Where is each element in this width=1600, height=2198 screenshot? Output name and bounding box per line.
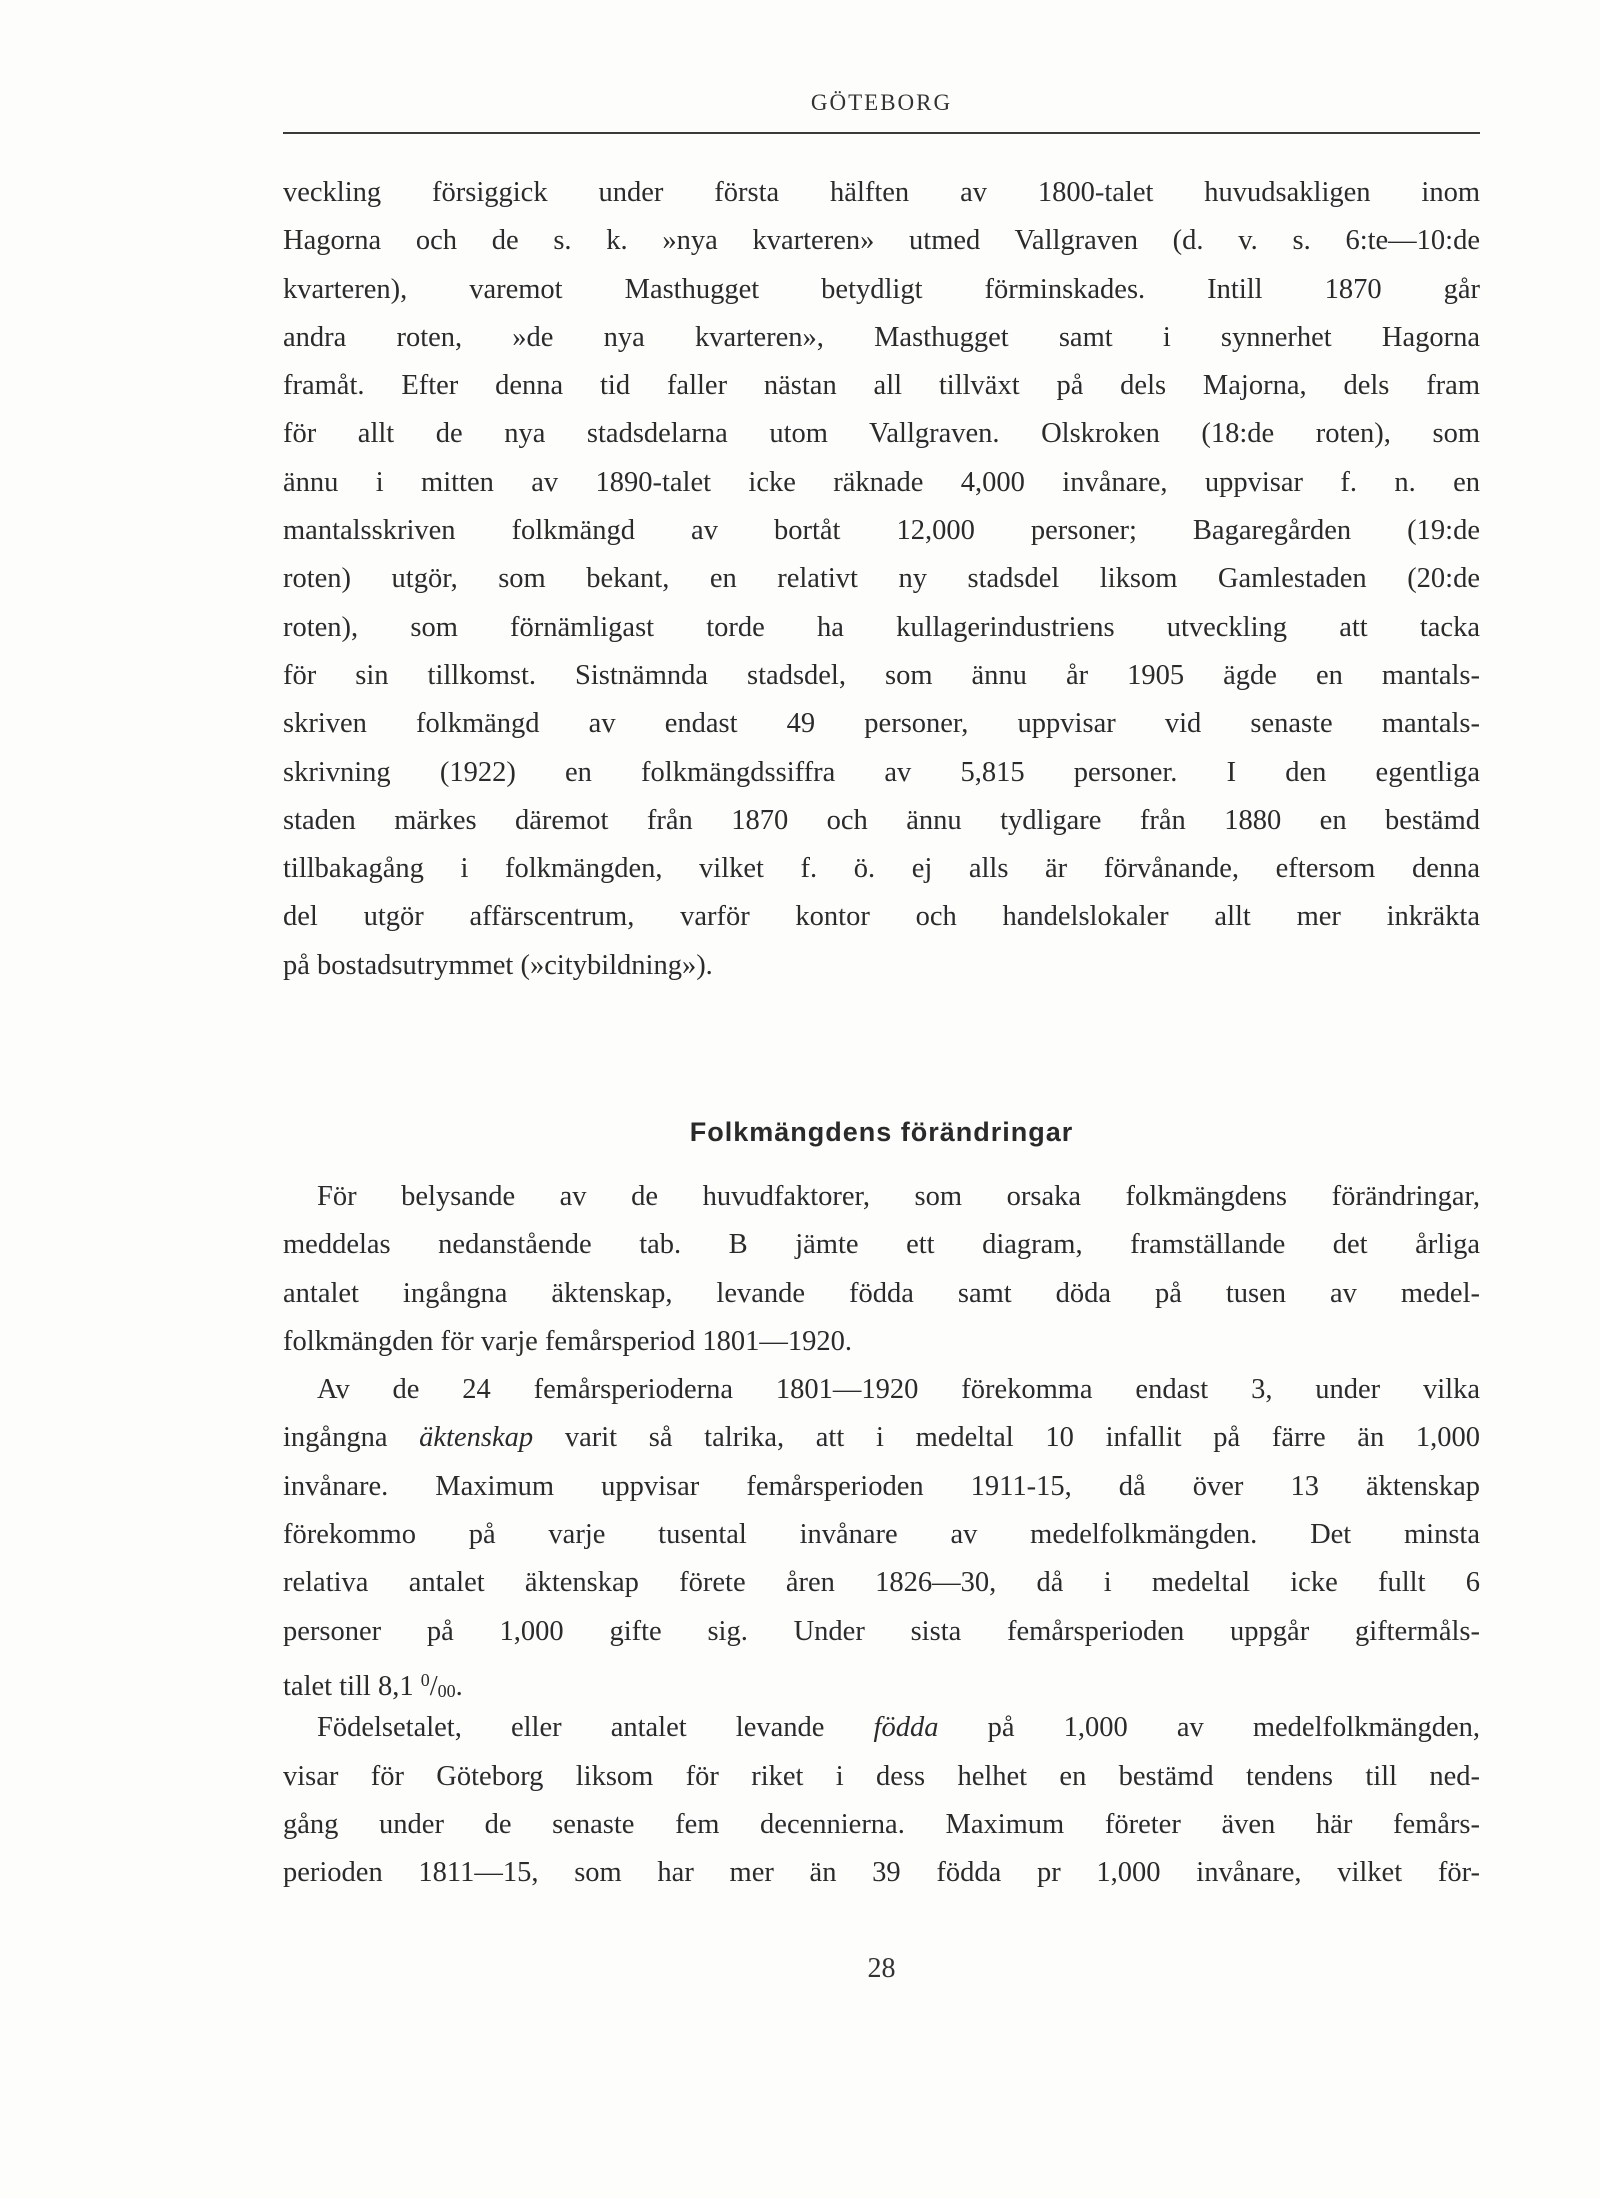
text-line: skriven folkmängd av endast 49 personer, uppvisar vid senaste mantals-	[283, 708, 1480, 740]
text-line: Av de 24 femårsperioderna 1801—1920 förekomma endast 3, under vilka	[317, 1374, 1480, 1406]
text-line: perioden 1811—15, som har mer än 39 födda pr 1,000 invånare, vilket för-	[283, 1857, 1480, 1889]
text-line: del utgör affärscentrum, varför kontor och handelslokaler allt mer inkräkta	[283, 901, 1480, 933]
text-line: folkmängden för varje femårsperiod 1801—1920.	[283, 1325, 853, 1357]
text-line	[283, 1414, 1480, 1462]
text-line: veckling försiggick under första hälften av 1800-talet huvudsakligen inom	[283, 177, 1480, 208]
text-run: .	[455, 1670, 463, 1702]
text-line: meddelas nedanstående tab. B jämte ett diagram, framställande det årliga	[283, 1229, 1480, 1261]
permille-superscript: 0	[420, 1669, 430, 1690]
text-line: mantalsskriven folkmängd av bortåt 12,000 personer; Bagaregården (19:de	[283, 515, 1480, 547]
text-line: invånare. Maximum uppvisar femårsperioden 1911-15, då över 13 äktenskap	[283, 1470, 1480, 1502]
permille-slash: /	[429, 1670, 438, 1702]
text-line: förekommo på varje tusental invånare av medelfolkmängden. Det minsta	[283, 1519, 1480, 1551]
text-line: för sin tillkomst. Sistnämnda stadsdel, som ännu år 1905 ägde en mantals-	[283, 659, 1480, 691]
text-line	[283, 1704, 1480, 1752]
text-run: talet till 8,1	[283, 1670, 421, 1702]
text-line: antalet ingångna äktenskap, levande födda samt döda på tusen av medel-	[283, 1277, 1480, 1309]
page-number: 28	[867, 1953, 896, 1984]
text-line	[283, 1656, 1480, 1704]
text-line: visar för Göteborg liksom för riket i dess helhet en bestämd tendens till ned-	[283, 1760, 1480, 1792]
text-line: För belysande av de huvudfaktorer, som orsaka folkmängdens förändringar,	[317, 1181, 1480, 1212]
permille-subscript: 00	[437, 1680, 456, 1701]
italic-term: äktenskap	[419, 1422, 534, 1454]
text-line: framåt. Efter denna tid faller nästan all tillväxt på dels Majorna, dels fram	[283, 370, 1480, 402]
running-head: GÖTEBORG	[810, 90, 953, 115]
italic-term: födda	[873, 1712, 939, 1744]
text-line: kvarteren), varemot Masthugget betydligt förminskades. Intill 1870 går	[283, 273, 1480, 305]
text-line: relativa antalet äktenskap förete åren 1826—30, då i medeltal icke fullt 6	[283, 1567, 1480, 1599]
text-line: roten) utgör, som bekant, en relativt ny stadsdel liksom Gamlestaden (20:de	[283, 563, 1480, 595]
text-line: Hagorna och de s. k. »nya kvarteren» utmed Vallgraven (d. v. s. 6:te—10:de	[283, 225, 1480, 257]
text-line: gång under de senaste fem decennierna. Maximum företer även här femårs-	[283, 1808, 1480, 1840]
text-line: för allt de nya stadsdelarna utom Vallgraven. Olskroken (18:de roten), som	[283, 418, 1480, 450]
body-continued	[283, 1173, 1480, 1897]
text-line: staden märkes däremot från 1870 och ännu tydligare från 1880 en bestämd	[283, 804, 1480, 836]
text-run: på 1,000 av medelfolkmängden,	[938, 1712, 1480, 1744]
text-line: andra roten, »de nya kvarteren», Masthugget samt i synnerhet Hagorna	[283, 321, 1480, 353]
text-run: Födelsetalet, eller antalet levande	[317, 1712, 874, 1744]
text-run: varit så talrika, att i medeltal 10 infallit på färre än 1,000	[533, 1422, 1481, 1454]
text-line: skrivning (1922) en folkmängdssiffra av 5,815 personer. I den egentliga	[283, 756, 1480, 788]
paragraph-1	[283, 169, 1480, 990]
text-line: på bostadsutrymmet (»citybildning»).	[283, 949, 713, 981]
text-line: tillbakagång i folkmängden, vilket f. ö. ej alls är förvånande, eftersom denna	[283, 853, 1480, 885]
text-line: ännu i mitten av 1890-talet icke räknade 4,000 invånare, uppvisar f. n. en	[283, 466, 1480, 498]
text-line: roten), som förnämligast torde ha kullagerindustriens utveckling att tacka	[283, 611, 1480, 643]
text-run: ingångna	[283, 1422, 420, 1454]
section-heading: Folkmängdens förändringar	[689, 1117, 1074, 1147]
text-line: personer på 1,000 gifte sig. Under sista femårsperioden uppgår giftermåls-	[283, 1615, 1480, 1647]
header-rule	[283, 132, 1480, 134]
